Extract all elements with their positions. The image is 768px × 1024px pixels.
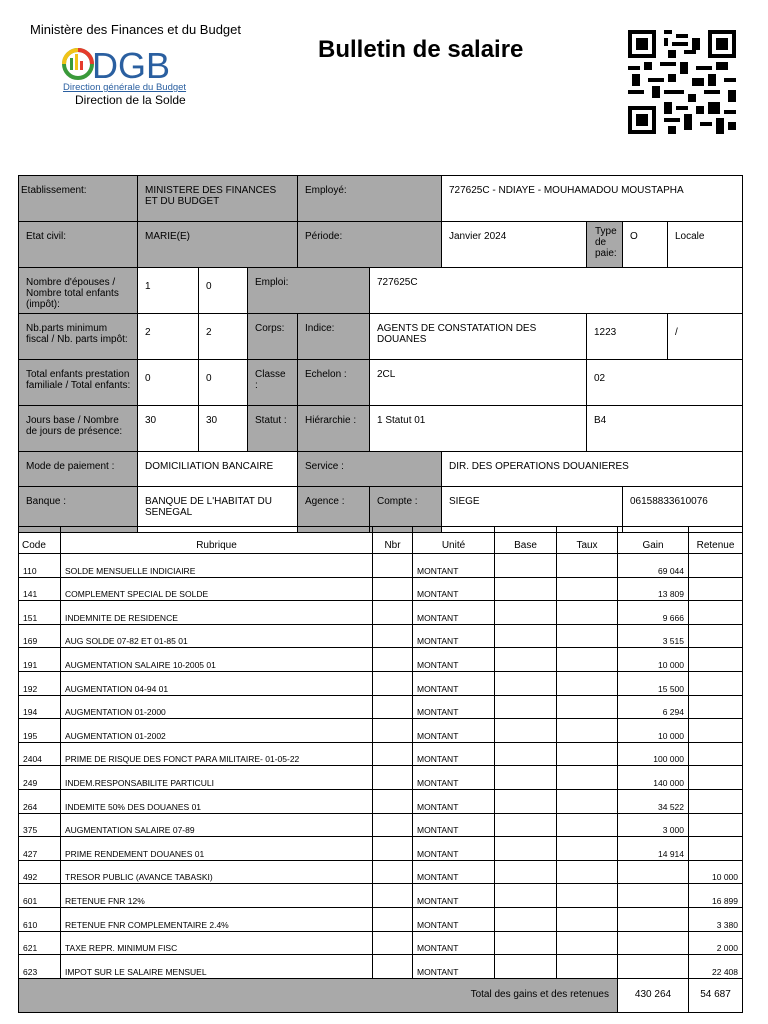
agence-label: Agence : [298,487,370,533]
pay-line-row [19,554,743,578]
line-nbr [373,813,413,837]
col-unite: Unité [413,527,495,554]
line-retenue [689,624,743,648]
col-rubrique: Rubrique [61,527,373,554]
line-unite: MONTANT [413,907,495,931]
line-code: 427 [19,837,61,861]
line-retenue [689,813,743,837]
line-nbr [373,931,413,955]
line-gain [618,907,689,931]
line-taux [557,554,618,578]
line-gain: 10 000 [618,719,689,743]
service-label: Service : [298,452,442,487]
echelon-label: Echelon : [298,360,370,406]
line-base [495,601,557,625]
jours-presence-value: 30 [199,406,248,452]
line-code: 492 [19,860,61,884]
col-nbr: Nbr [373,527,413,554]
line-gain: 15 500 [618,671,689,695]
line-taux [557,813,618,837]
line-rubrique: AUG SOLDE 07-82 ET 01-85 01 [61,624,373,648]
qr-code [628,30,736,134]
etat-civil-label: Etat civil: [19,222,138,268]
line-taux [557,766,618,790]
paiement-label: Mode de paiement : [19,452,138,487]
line-code: 169 [19,624,61,648]
line-base [495,554,557,578]
line-retenue [689,837,743,861]
line-base [495,742,557,766]
line-unite: MONTANT [413,648,495,672]
periode-value: Janvier 2024 [442,222,587,268]
col-code: Code [19,527,61,554]
direction-name: Direction de la Solde [75,93,186,107]
line-code: 610 [19,907,61,931]
line-code: 110 [19,554,61,578]
line-nbr [373,671,413,695]
line-taux [557,671,618,695]
indice-separator: / [668,314,743,360]
col-gain: Gain [618,527,689,554]
line-nbr [373,695,413,719]
etablissement-label: Etablissement: [19,176,138,222]
classe-value: 2CL [370,360,587,406]
line-taux [557,907,618,931]
line-taux [557,601,618,625]
line-base [495,624,557,648]
line-nbr [373,907,413,931]
line-retenue [689,742,743,766]
line-nbr [373,742,413,766]
line-retenue [689,766,743,790]
pay-line-row [19,624,743,648]
pay-line-row [19,884,743,908]
line-retenue [689,671,743,695]
line-unite: MONTANT [413,695,495,719]
line-unite: MONTANT [413,742,495,766]
line-gain: 34 522 [618,789,689,813]
line-gain: 13 809 [618,577,689,601]
compte-label: Compte : [370,487,442,533]
line-unite: MONTANT [413,624,495,648]
parts-impot-value: 2 [199,314,248,360]
line-gain: 69 044 [618,554,689,578]
line-unite: MONTANT [413,955,495,979]
line-base [495,695,557,719]
parts-min-value: 2 [138,314,199,360]
hierarchie-label: Hiérarchie : [298,406,370,452]
line-unite: MONTANT [413,719,495,743]
line-code: 621 [19,931,61,955]
pay-line-row [19,742,743,766]
line-nbr [373,554,413,578]
line-taux [557,742,618,766]
line-code: 375 [19,813,61,837]
total-gain: 430 264 [618,978,689,1012]
line-unite: MONTANT [413,860,495,884]
line-retenue [689,601,743,625]
col-taux: Taux [557,527,618,554]
emploi-label: Emploi: [248,268,370,314]
line-base [495,884,557,908]
echelon-value: 02 [587,360,743,406]
line-rubrique: INDEMNITE DE RESIDENCE [61,601,373,625]
line-retenue: 3 380 [689,907,743,931]
line-nbr [373,648,413,672]
line-base [495,671,557,695]
line-rubrique: AUGMENTATION 01-2002 [61,719,373,743]
line-rubrique: RETENUE FNR 12% [61,884,373,908]
line-base [495,766,557,790]
line-gain: 10 000 [618,648,689,672]
line-rubrique: SOLDE MENSUELLE INDICIAIRE [61,554,373,578]
parts-label: Nb.parts minimum fiscal / Nb. parts impôt: [19,314,138,360]
line-retenue [689,789,743,813]
statut-value: 1 Statut 01 [370,406,587,452]
line-gain: 3 515 [618,624,689,648]
line-gain: 6 294 [618,695,689,719]
emploi-value: 727625C [370,268,743,314]
line-retenue [689,695,743,719]
line-nbr [373,601,413,625]
col-retenue: Retenue [689,527,743,554]
line-taux [557,931,618,955]
line-base [495,860,557,884]
line-gain: 140 000 [618,766,689,790]
pay-lines-table [18,526,743,1013]
line-rubrique: TAXE REPR. MINIMUM FISC [61,931,373,955]
line-base [495,955,557,979]
employe-label: Employé: [298,176,442,222]
enfants-impot-value: 0 [199,268,248,314]
pay-line-row [19,601,743,625]
pay-line-row [19,813,743,837]
agence-value: SIEGE [442,487,623,533]
line-unite: MONTANT [413,766,495,790]
hierarchie-value: B4 [587,406,743,452]
line-base [495,648,557,672]
line-retenue [689,648,743,672]
prestation-label: Total enfants prestation familiale / Total enfants: [19,360,138,406]
line-gain: 3 000 [618,813,689,837]
line-rubrique: RETENUE FNR COMPLEMENTAIRE 2.4% [61,907,373,931]
line-nbr [373,789,413,813]
line-rubrique: INDEMITE 50% DES DOUANES 01 [61,789,373,813]
line-base [495,931,557,955]
type-paie-value: O [623,222,668,268]
line-gain [618,860,689,884]
line-nbr [373,837,413,861]
banque-value: BANQUE DE L'HABITAT DU SENEGAL [138,487,298,533]
total-enfants-value: 0 [199,360,248,406]
statut-label: Statut : [248,406,298,452]
line-nbr [373,624,413,648]
line-base [495,789,557,813]
paiement-value: DOMICILIATION BANCAIRE [138,452,298,487]
pay-line-row [19,648,743,672]
epouses-value: 1 [138,268,199,314]
line-gain: 100 000 [618,742,689,766]
line-taux [557,789,618,813]
classe-label: Classe : [248,360,298,406]
line-rubrique: INDEM.RESPONSABILITE PARTICULI [61,766,373,790]
logo-text: DGB [92,45,171,86]
line-unite: MONTANT [413,931,495,955]
line-unite: MONTANT [413,884,495,908]
type-paie-label: Type de paie: [587,222,623,268]
pay-line-row [19,837,743,861]
line-code: 194 [19,695,61,719]
page-title: Bulletin de salaire [318,36,524,63]
line-taux [557,837,618,861]
line-unite: MONTANT [413,813,495,837]
line-unite: MONTANT [413,601,495,625]
jours-base-value: 30 [138,406,199,452]
line-rubrique: AUGMENTATION 04-94 01 [61,671,373,695]
epouses-label: Nombre d'épouses / Nombre total enfants (impôt): [19,268,138,314]
prestation-value: 0 [138,360,199,406]
line-taux [557,648,618,672]
line-gain [618,955,689,979]
line-rubrique: IMPOT SUR LE SALAIRE MENSUEL [61,955,373,979]
employee-info-table [18,175,743,533]
pay-line-row [19,671,743,695]
jours-label: Jours base / Nombre de jours de présence: [19,406,138,452]
line-retenue [689,719,743,743]
pay-line-row [19,789,743,813]
corps-value: AGENTS DE CONSTATATION DES DOUANES [370,314,587,360]
line-gain: 14 914 [618,837,689,861]
line-nbr [373,884,413,908]
employe-value: 727625C - NDIAYE - MOUHAMADOU MOUSTAPHA [442,176,743,222]
line-retenue: 22 408 [689,955,743,979]
pay-line-row [19,695,743,719]
line-code: 623 [19,955,61,979]
line-rubrique: AUGMENTATION 01-2000 [61,695,373,719]
pay-line-row [19,931,743,955]
line-retenue: 10 000 [689,860,743,884]
line-gain: 9 666 [618,601,689,625]
line-nbr [373,719,413,743]
line-rubrique: PRIME DE RISQUE DES FONCT PARA MILITAIRE- 01-05-22 [61,742,373,766]
line-base [495,907,557,931]
banque-label: Banque : [19,487,138,533]
line-unite: MONTANT [413,837,495,861]
line-taux [557,860,618,884]
line-rubrique: COMPLEMENT SPECIAL DE SOLDE [61,577,373,601]
line-nbr [373,860,413,884]
etat-civil-value: MARIE(E) [138,222,298,268]
line-code: 195 [19,719,61,743]
logo-subtitle: Direction générale du Budget [63,82,187,93]
line-taux [557,624,618,648]
etablissement-value: MINISTERE DES FINANCES ET DU BUDGET [138,176,298,222]
pay-line-row [19,766,743,790]
line-rubrique: AUGMENTATION SALAIRE 07-89 [61,813,373,837]
line-retenue [689,554,743,578]
line-code: 2404 [19,742,61,766]
line-code: 191 [19,648,61,672]
line-code: 192 [19,671,61,695]
line-taux [557,719,618,743]
line-unite: MONTANT [413,554,495,578]
line-code: 601 [19,884,61,908]
line-unite: MONTANT [413,671,495,695]
line-retenue [689,577,743,601]
compte-value: 06158833610076 [623,487,743,533]
periode-label: Période: [298,222,442,268]
line-gain [618,931,689,955]
pay-line-row [19,577,743,601]
line-nbr [373,577,413,601]
line-taux [557,884,618,908]
pay-line-row [19,860,743,884]
line-base [495,837,557,861]
line-retenue: 16 899 [689,884,743,908]
line-rubrique: AUGMENTATION SALAIRE 10-2005 01 [61,648,373,672]
line-unite: MONTANT [413,577,495,601]
line-code: 141 [19,577,61,601]
total-label: Total des gains et des retenues [19,978,618,1012]
line-taux [557,955,618,979]
pay-line-row [19,907,743,931]
col-base: Base [495,527,557,554]
line-retenue: 2 000 [689,931,743,955]
total-retenue: 54 687 [689,978,743,1012]
line-gain [618,884,689,908]
indice-label: Indice: [298,314,370,360]
pay-line-row [19,719,743,743]
ministry-name: Ministère des Finances et du Budget [30,22,242,37]
corps-label: Corps: [248,314,298,360]
service-value: DIR. DES OPERATIONS DOUANIERES [442,452,743,487]
line-base [495,719,557,743]
line-nbr [373,766,413,790]
indice-value: 1223 [587,314,668,360]
line-rubrique: PRIME RENDEMENT DOUANES 01 [61,837,373,861]
line-code: 249 [19,766,61,790]
line-nbr [373,955,413,979]
pay-line-row [19,955,743,979]
line-rubrique: TRESOR PUBLIC (AVANCE TABASKI) [61,860,373,884]
line-base [495,813,557,837]
type-paie-locale: Locale [668,222,743,268]
line-code: 151 [19,601,61,625]
line-code: 264 [19,789,61,813]
line-taux [557,695,618,719]
line-unite: MONTANT [413,789,495,813]
line-base [495,577,557,601]
line-taux [557,577,618,601]
